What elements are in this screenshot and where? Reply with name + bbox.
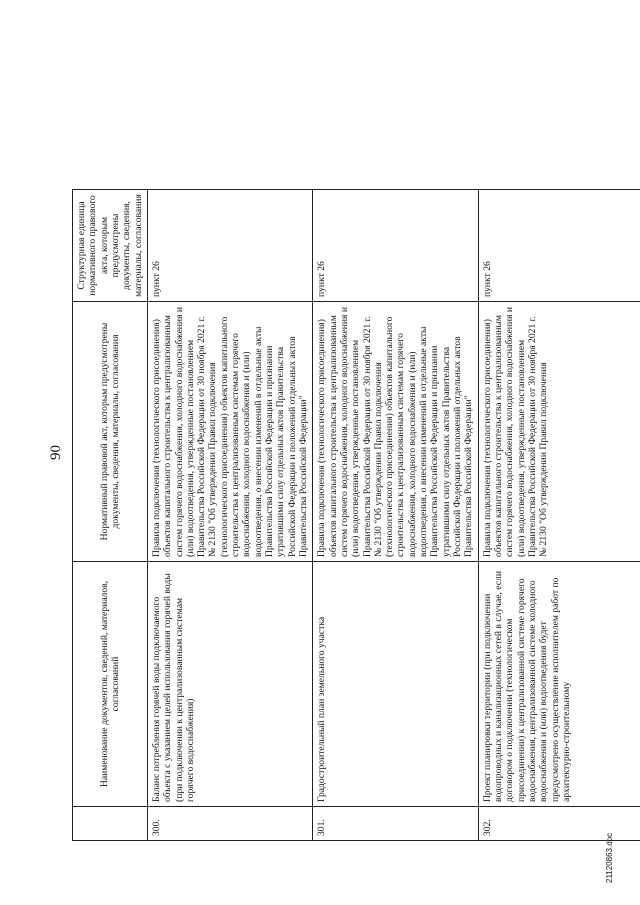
page-number: 90 (48, 445, 64, 460)
table-header (73, 190, 148, 841)
table-row (313, 190, 478, 841)
row-structural-unit: пункт 26 (478, 190, 640, 302)
row-number: 300. (147, 807, 312, 841)
row-document-name: Проект планировки территории (при подключении водопроводных и канализационных сетей в случае, если договором о подключении (технологическом присоединении) к централизованной системе горячего водоснабжения, централизованной системе холодного водоснабжения и (или) водоотведения будет предусмотрено осуществление исполнителем работ по архитектурно-строительному (478, 562, 640, 807)
table-row (478, 190, 640, 841)
header-number (73, 807, 148, 841)
row-number: 301. (313, 807, 478, 841)
document-file-code: 21120863.doc (605, 832, 614, 883)
header-document-name: Наименование документов, сведений, материалов, согласований (73, 562, 148, 807)
row-legal-act: Правила подключения (технологического присоединения) объектов капитального строительства к централизованным систем горячего водоснабжения, холодного водоснабжения и (или) водоотведения, утвержденные постановлением Правительства Российской Федерации от 30 ноября 2021 г. № 2130 "Об утверждении Правил подключения (478, 302, 640, 562)
header-row (73, 190, 148, 841)
row-document-name: Градостроительный план земельного участка (313, 562, 478, 807)
row-structural-unit: пункт 26 (313, 190, 478, 302)
header-structural-unit: Структурная единица нормативного правового акта, которым предусмотрены документы, сведения, материалы, согласования (73, 190, 148, 302)
row-document-name: Баланс потребления горячей воды подключаемого объекта с указанием целей использования горячей воды (при подключении к централизованным системам горячего водоснабжения) (147, 562, 312, 807)
row-number: 302. (478, 807, 640, 841)
row-legal-act: Правила подключения (технологического присоединения) объектов капитального строительства к централизованным систем горячего водоснабжения, холодного водоснабжения и (или) водоотведения, утвержденные постановлением Правительства Российской Федерации от 30 ноября 2021 г. № 2130 "Об утверждении Правил подключения (технологического присоединения) объектов капитального строительства к централизованным системам горячего водоснабжения, холодного водоснабжения и (или) водоотведения, о внесении изменений в отдельные акты Правительства Российской Федерации и признании утратившими силу отдельных актов Правительства Российской Федерации и положений отдельных актов Правительства Российской Федерации" (313, 302, 478, 562)
header-legal-act: Нормативный правовой акт, которым предусмотрены документы, сведения, материалы, согласования (73, 302, 148, 562)
table-row (147, 190, 312, 841)
row-structural-unit: пункт 26 (147, 190, 312, 302)
documents-table (72, 189, 640, 841)
row-legal-act: Правила подключения (технологического присоединения) объектов капитального строительства к централизованным систем горячего водоснабжения, холодного водоснабжения и (или) водоотведения, утвержденные постановлением Правительства Российской Федерации от 30 ноября 2021 г. № 2130 "Об утверждении Правил подключения (технологического присоединения) объектов капитального строительства к централизованным системам горячего водоснабжения, холодного водоснабжения и (или) водоотведения, о внесении изменений в отдельные акты Правительства Российской Федерации и признании утратившими силу отдельных актов Правительства Российской Федерации и положений отдельных актов Правительства Российской Федерации" (147, 302, 312, 562)
table-body (147, 190, 640, 841)
